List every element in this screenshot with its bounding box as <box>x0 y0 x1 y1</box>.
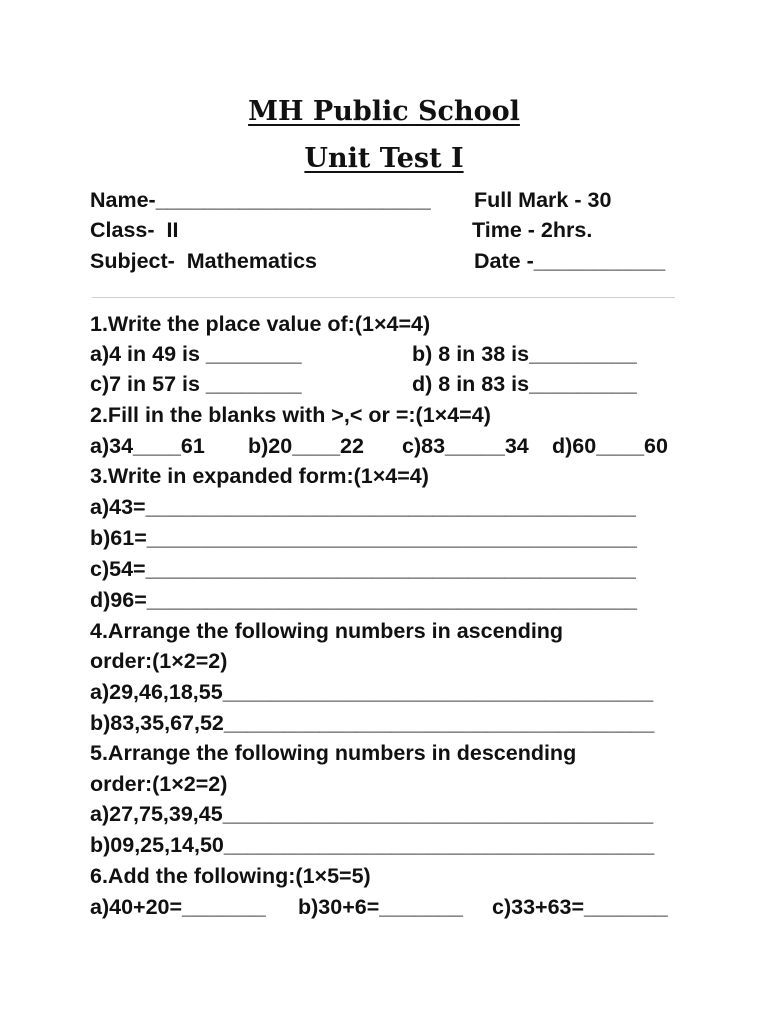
q1-b: b) 8 in 38 is_________ <box>412 342 637 366</box>
q6-c: c)33+63=_______ <box>492 895 668 919</box>
q3-d: d)96=_________________________________________ <box>90 588 638 612</box>
q5-a: a)27,75,39,45____________________________________ <box>90 802 654 826</box>
q3-c: c)54=_________________________________________ <box>90 557 636 581</box>
q2-c: c)83_____34 <box>402 434 529 458</box>
test-title: Unit Test I <box>304 143 464 174</box>
q2-b: b)20____22 <box>248 434 364 458</box>
q3-heading: 3.Write in expanded form:(1×4=4) <box>90 464 429 488</box>
q1-c: c)7 in 57 is ________ <box>90 372 302 396</box>
q1-d: d) 8 in 83 is_________ <box>412 372 637 396</box>
school-name: MH Public School <box>248 96 520 127</box>
full-mark: Full Mark - 30 <box>474 188 612 212</box>
q3-a: a)43=_________________________________________ <box>90 495 636 519</box>
q6-heading: 6.Add the following:(1×5=5) <box>90 864 371 888</box>
q5-b: b)09,25,14,50____________________________________ <box>90 833 655 857</box>
time-field: Time - 2hrs. <box>472 218 593 242</box>
q4-heading-line1: 4.Arrange the following numbers in ascending <box>90 619 564 643</box>
q4-a: a)29,46,18,55____________________________________ <box>90 680 654 704</box>
subject-field: Subject- Mathematics <box>90 249 317 273</box>
q5-heading-line1: 5.Arrange the following numbers in descending <box>90 741 577 765</box>
q2-heading: 2.Fill in the blanks with >,< or =:(1×4=4) <box>90 403 491 427</box>
divider <box>92 297 675 298</box>
q5-heading-line2: order:(1×2=2) <box>90 772 228 796</box>
date-field: Date -___________ <box>474 249 666 273</box>
q1-heading: 1.Write the place value of:(1×4=4) <box>90 312 431 336</box>
q3-b: b)61=_________________________________________ <box>90 526 638 550</box>
class-field: Class- II <box>90 218 179 242</box>
q2-a: a)34____61 <box>90 434 205 458</box>
q6-b: b)30+6=_______ <box>298 895 463 919</box>
q4-b: b)83,35,67,52____________________________________ <box>90 711 655 735</box>
q1-a: a)4 in 49 is ________ <box>90 342 302 366</box>
q2-d: d)60____60 <box>552 434 668 458</box>
q4-heading-line2: order:(1×2=2) <box>90 649 228 673</box>
q6-a: a)40+20=_______ <box>90 895 266 919</box>
name-field: Name-_______________________ <box>90 188 431 212</box>
